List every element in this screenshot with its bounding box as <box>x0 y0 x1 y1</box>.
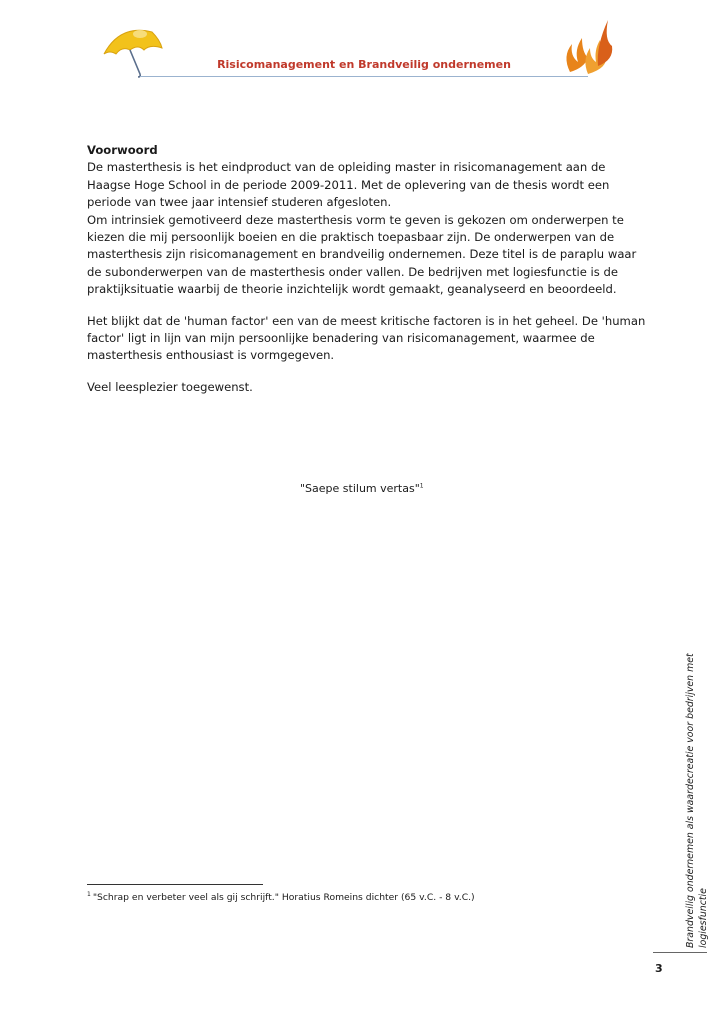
header-divider <box>140 76 588 77</box>
footnote-marker: 1 <box>87 891 91 898</box>
paragraph: Veel leesplezier toegewenst. <box>87 379 253 394</box>
section-heading: Voorwoord <box>87 143 158 157</box>
latin-quote <box>300 482 424 495</box>
footnote-text: "Schrap en verbeter veel als gij schrijft." Horatius Romeins dichter (65 v.C. - 8 v.C.) <box>92 892 475 904</box>
body-text <box>87 142 647 396</box>
page-number: 3 <box>655 962 663 975</box>
footnote <box>87 891 475 903</box>
paragraph: De masterthesis is het eindproduct van de opleiding master in risicomanagement aan de Haagse Hoge School in de periode 2009-2011. Met de oplevering van de thesis wordt een periode van twee jaar intensief studeren afgesloten. <box>87 160 610 210</box>
flames-icon <box>560 16 616 78</box>
page-number-divider <box>653 952 707 953</box>
paragraph: Het blijkt dat de 'human factor' een van de meest kritische factoren is in het geheel. De 'human factor' ligt in lijn van mijn persoonlijke benadering van risicomanagement, waarmee de masterthesis enthousiast is vormgegeven. <box>87 313 646 363</box>
paragraph: Om intrinsiek gemotiveerd deze masterthesis vorm te geven is gekozen om onderwerpen te kiezen die mij persoonlijk boeien en die praktisch toepasbaar zijn. De onderwerpen van de masterthesis zijn risicomanagement en brandveilig ondernemen. Deze titel is de paraplu waar de subonderwerpen van de masterthesis onder vallen. De bedrijven met logiesfunctie is de praktijksituatie waarbij de theorie inzichtelijk wordt gemaakt, geanalyseerd en beoordeeld. <box>87 212 637 297</box>
quote-text: "Saepe stilum vertas" <box>300 482 420 495</box>
header-title: Risicomanagement en Brandveilig ondernemen <box>217 58 511 71</box>
sidebar-document-title: Brandveilig ondernemen als waardecreatie voor bedrijven met logiesfunctie <box>685 653 709 948</box>
footnote-reference[interactable]: 1 <box>419 482 424 490</box>
footnote-divider <box>87 884 263 885</box>
